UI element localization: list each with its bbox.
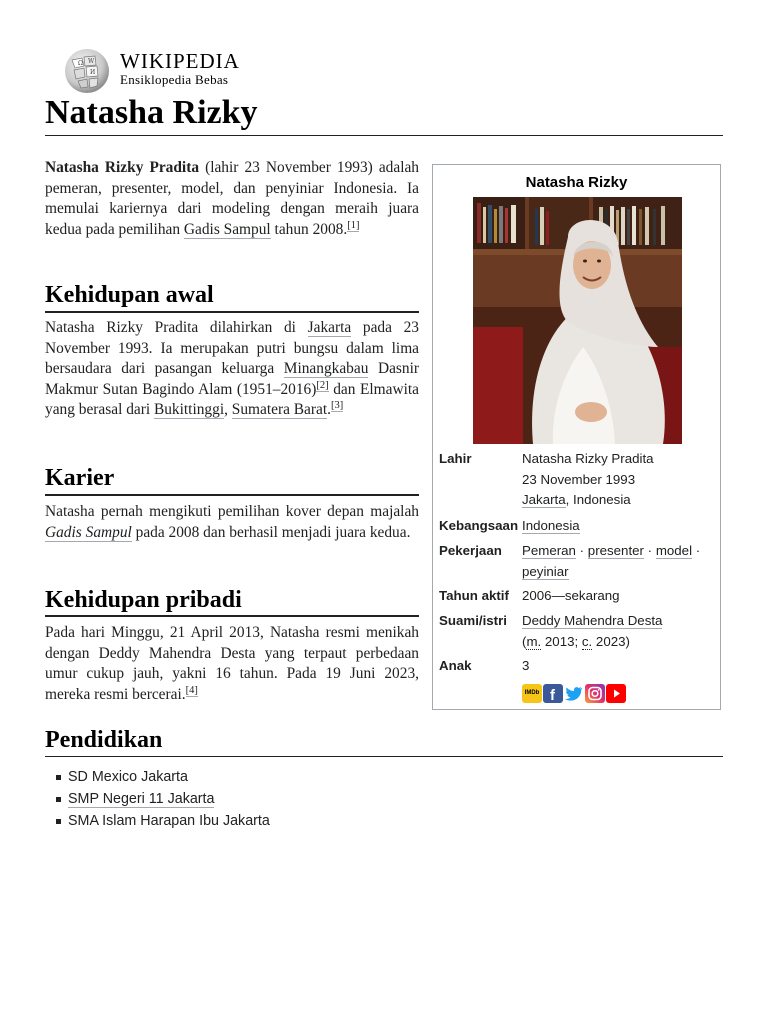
link-sumatera-barat[interactable]: Sumatera Barat xyxy=(231,401,328,419)
portrait-photo[interactable] xyxy=(473,197,682,444)
link-peyiniar[interactable]: peyiniar xyxy=(522,563,569,579)
ref-4[interactable]: [4] xyxy=(185,684,198,696)
wordmark-text: WIKIPEDIA xyxy=(120,49,240,73)
heading-kehidupan-awal: Kehidupan awal xyxy=(45,282,214,308)
link-presenter[interactable]: presenter xyxy=(587,543,644,558)
wikipedia-globe-icon[interactable] xyxy=(62,46,112,96)
link-deddy-mahendra-desta[interactable]: Deddy Mahendra Desta xyxy=(522,613,663,628)
intro-paragraph xyxy=(45,158,419,240)
twitter-icon[interactable] xyxy=(564,684,584,703)
social-links xyxy=(522,684,627,704)
heading-pendidikan: Pendidikan xyxy=(45,727,163,753)
section-divider xyxy=(45,311,419,313)
intro-text: (lahir 23 November 1993) adalah pemeran, presenter, model, dan penyiniar Indonesia. Ia memulai kariernya dari modeling dengan meraih juara kedua pada pemilihan xyxy=(45,159,419,238)
bullet-icon xyxy=(56,819,61,824)
title-divider xyxy=(45,135,723,136)
link-bukittinggi[interactable]: Bukittinggi xyxy=(153,401,225,419)
imdb-icon[interactable]: IMDb xyxy=(522,684,542,703)
link-jakarta-infobox[interactable]: Jakarta xyxy=(522,492,566,507)
ref-3[interactable]: [3] xyxy=(330,400,344,412)
heading-karier: Karier xyxy=(45,465,115,491)
intro-bold-name: Natasha Rizky Pradita xyxy=(45,159,200,176)
link-model[interactable]: model xyxy=(655,543,693,558)
link-smp-negeri-11[interactable]: SMP Negeri 11 Jakarta xyxy=(68,791,215,807)
facebook-icon[interactable] xyxy=(543,684,563,703)
youtube-icon[interactable] xyxy=(606,684,626,703)
instagram-icon[interactable] xyxy=(585,684,605,703)
section-divider xyxy=(45,615,419,617)
link-gadis-sampul-career[interactable]: Gadis Sampul xyxy=(45,523,132,541)
link-gadis-sampul[interactable]: Gadis Sampul xyxy=(183,220,271,238)
wordmark-tagline: Ensiklopedia Bebas xyxy=(120,72,229,87)
svg-text:f: f xyxy=(550,687,555,703)
svg-text:Ω: Ω xyxy=(78,60,83,67)
page-title: Natasha Rizky xyxy=(45,94,258,131)
intro-text-end: tahun 2008. xyxy=(270,220,348,238)
bullet-icon xyxy=(56,797,61,802)
svg-text:W: W xyxy=(88,58,95,65)
bullet-icon xyxy=(56,775,61,780)
infobox-title: Natasha Rizky xyxy=(525,174,628,191)
abbr-divorced: c. xyxy=(581,633,593,649)
education-list xyxy=(45,766,270,832)
link-indonesia[interactable]: Indonesia xyxy=(522,518,580,533)
section-divider xyxy=(45,494,419,496)
link-pemeran[interactable]: Pemeran xyxy=(522,543,576,558)
link-jakarta[interactable]: Jakarta xyxy=(307,319,352,336)
list-item xyxy=(45,788,270,810)
career-paragraph: Natasha pernah mengikuti pemilihan kover depan majalah Gadis Sampul pada 2008 dan berhasil menjadi juara kedua. xyxy=(45,503,419,541)
list-item: SD Mexico Jakarta xyxy=(45,766,270,788)
section-divider xyxy=(45,756,723,757)
wikipedia-wordmark[interactable] xyxy=(120,50,240,87)
ref-1[interactable]: [1] xyxy=(347,219,360,231)
heading-kehidupan-pribadi: Kehidupan pribadi xyxy=(45,587,242,613)
link-minangkabau[interactable]: Minangkabau xyxy=(283,360,369,378)
infobox: Natasha Rizky Lahir Natasha Rizky Pradita 23 November 1993 Jakarta, Indonesia Kebangsaan Indonesia Pekerjaan Pemeran · presenter · model · peyiniar Tahun aktif 2006—sekarang Suami/istri Deddy Mahendra Desta (m. 2013; c. 2023) Anak 3 IMDb f xyxy=(432,164,721,710)
ref-2[interactable]: [2] xyxy=(316,379,329,391)
list-item: SMA Islam Harapan Ibu Jakarta xyxy=(45,810,270,832)
early-life-paragraph: Natasha Rizky Pradita dilahirkan di Jakarta pada 23 November 1993. Ia merupakan putri bungsu dalam lima bersaudara dari pasangan keluarga Minangkabau Dasnir Makmur Sutan Bagindo Alam (1951–2016)[2] dan Elmawita yang berasal dari Bukittinggi, Sumatera Barat.[3] xyxy=(45,319,419,419)
svg-text:И: И xyxy=(90,69,96,76)
personal-paragraph: Pada hari Minggu, 21 April 2013, Natasha resmi menikah dengan Deddy Mahendra Desta yang terpaut perbedaan umur cukup jauh, yakni 16 tahun. Pada 19 Juni 2023, mereka resmi bercerai.[4] xyxy=(45,624,419,703)
abbr-married: m. xyxy=(526,633,542,649)
